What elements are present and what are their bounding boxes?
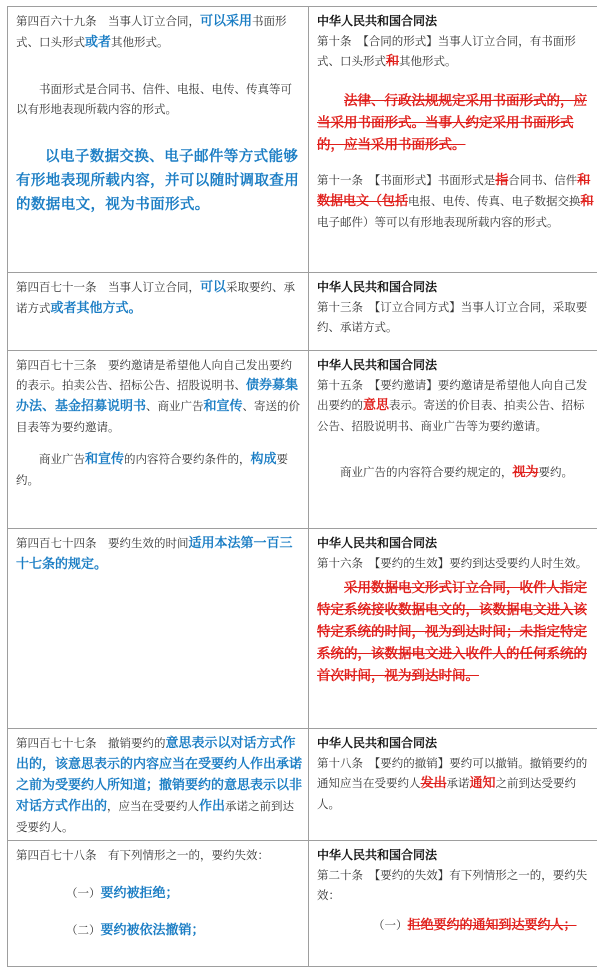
civil-code-cell bbox=[8, 841, 309, 967]
article-text: 商业广告和宣传的内容符合要约条件的，构成要约。 bbox=[16, 452, 289, 487]
article-text: 第十条 【合同的形式】当事人订立合同，有书面形式、口头形式和其他形式。 bbox=[317, 34, 576, 69]
contract-law-cell bbox=[309, 7, 597, 273]
table-row bbox=[8, 7, 597, 273]
contract-law-cell bbox=[309, 529, 597, 729]
article-text: 第四百七十七条 撤销要约的意思表示以对话方式作出的，该意思表示的内容应当在受要约人作出承诺之前为受要约人所知道；撤销要约的意思表示以非对话方式作出的，应当在受要约人作出承诺之前到达受要约人。 bbox=[16, 736, 303, 834]
table-row bbox=[8, 841, 597, 967]
list-item: （一）要约被拒绝； bbox=[66, 886, 179, 901]
article-text: 第四百七十四条 要约生效的时间适用本法第一百三十七条的规定。 bbox=[16, 536, 293, 572]
contract-law-cell bbox=[309, 729, 597, 841]
civil-code-cell bbox=[8, 7, 309, 273]
article-text: 第四百七十八条 有下列情形之一的，要约失效： bbox=[16, 848, 269, 862]
article-text: 第十一条 【书面形式】书面形式是指合同书、信件和数据电文（包括电报、电传、传真、电子数据交换和电子邮件）等可以有形地表现所载内容的形式。 bbox=[317, 173, 594, 229]
article-text: 书面形式是合同书、信件、电报、电传、传真等可以有形地表现所载内容的形式。 bbox=[16, 82, 292, 116]
civil-code-cell bbox=[8, 351, 309, 529]
article-text: 商业广告的内容符合要约规定的，视为要约。 bbox=[340, 465, 574, 480]
law-title: 中华人民共和国合同法 bbox=[317, 280, 438, 294]
table-row bbox=[8, 729, 597, 841]
list-item: （二）要约被依法撤销； bbox=[66, 923, 205, 938]
comparison-document bbox=[7, 6, 594, 967]
article-text: 第十八条 【要约的撤销】要约可以撤销。撤销要约的通知应当在受要约人发出承诺通知之前到达受要约人。 bbox=[317, 756, 588, 811]
table-row bbox=[8, 273, 597, 351]
civil-code-cell bbox=[8, 529, 309, 729]
law-title: 中华人民共和国合同法 bbox=[317, 848, 438, 862]
article-text: 第四百七十三条 要约邀请是希望他人向自己发出要约的表示。拍卖公告、招标公告、招股说明书、债券募集办法、基金招募说明书、商业广告和宣传、寄送的价目表等为要约邀请。 bbox=[16, 358, 301, 434]
table-row bbox=[8, 351, 597, 529]
comparison-table bbox=[7, 6, 597, 967]
contract-law-cell bbox=[309, 841, 597, 967]
table-row bbox=[8, 529, 597, 729]
law-title: 中华人民共和国合同法 bbox=[317, 536, 438, 550]
contract-law-cell bbox=[309, 273, 597, 351]
added-text: 以电子数据交换、电子邮件等方式能够有形地表现所载内容，并可以随时调取查用的数据电文，视为书面形式。 bbox=[16, 148, 300, 213]
deleted-text: 法律、行政法规规定采用书面形式的，应当采用书面形式。当事人约定采用书面形式的，应当采用书面形式。 bbox=[317, 93, 587, 153]
article-text: 第二十条 【要约的失效】有下列情形之一的，要约失效： bbox=[317, 868, 588, 902]
article-text: 第十五条 【要约邀请】要约邀请是希望他人向自己发出要约的意思表示。寄送的价目表、拍卖公告、招标公告、招股说明书、商业广告等为要约邀请。 bbox=[317, 378, 588, 433]
deleted-text: 采用数据电文形式订立合同，收件人指定特定系统接收数据电文的，该数据电文进入该特定系统的时间，视为到达时间；未指定特定系统的，该数据电文进入收件人的任何系统的首次时间，视为到达时间。 bbox=[317, 580, 587, 684]
civil-code-cell bbox=[8, 729, 309, 841]
article-text: 第十三条 【订立合同方式】当事人订立合同，采取要约、承诺方式。 bbox=[317, 300, 588, 334]
civil-code-cell bbox=[8, 273, 309, 351]
law-title: 中华人民共和国合同法 bbox=[317, 358, 438, 372]
article-text: 第四百六十九条 当事人订立合同，可以采用书面形式、口头形式或者其他形式。 bbox=[16, 14, 287, 50]
law-title: 中华人民共和国合同法 bbox=[317, 736, 438, 750]
contract-law-cell bbox=[309, 351, 597, 529]
article-text: 第十六条 【要约的生效】要约到达受要约人时生效。 bbox=[317, 556, 588, 570]
law-title: 中华人民共和国合同法 bbox=[317, 14, 438, 28]
article-text: 第四百七十一条 当事人订立合同，可以采取要约、承诺方式或者其他方式。 bbox=[16, 280, 296, 316]
list-item: （一）拒绝要约的通知到达要约人； bbox=[373, 918, 577, 933]
